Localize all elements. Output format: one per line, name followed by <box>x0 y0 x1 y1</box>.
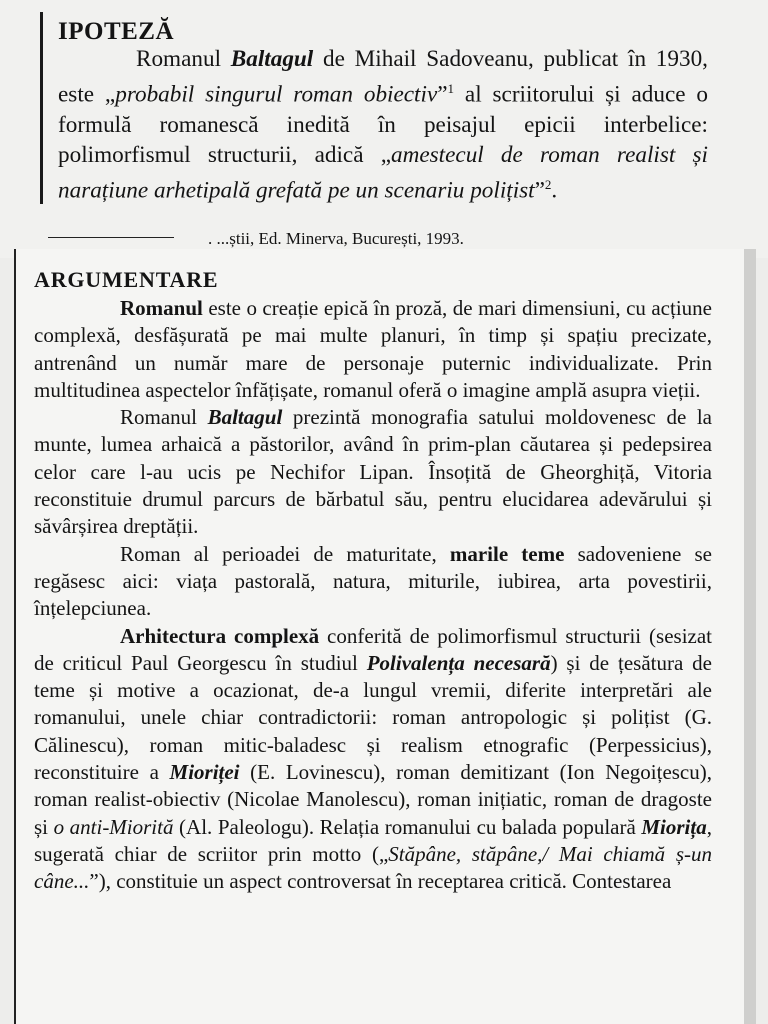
footnote-reference: . ...știi, Ed. Minerva, București, 1993. <box>208 229 464 248</box>
text-run: . <box>551 177 558 204</box>
text-run: Baltagul <box>230 46 314 72</box>
text-run: sadoveniene se regăsesc aici: viața pastorală, natura, miturile, iubirea, arta povestirii, înțelepciunea. <box>34 541 712 621</box>
text-run: ” <box>437 81 448 108</box>
text-run: al scriitorului și aduce o formulă romanescă inedită în peisajul epicii interbelice: polimorfismul structurii, adică „ <box>58 81 709 168</box>
text-run: Romanul <box>136 46 231 72</box>
text-run: probabil singurul roman obiectiv <box>115 81 438 108</box>
text-run: conferită de polimorfismul structurii (sesizat de criticul Paul Georgescu în studiul <box>34 623 713 675</box>
upper-page <box>0 0 768 258</box>
paragraph <box>34 541 712 623</box>
text-run: Roman al perioadei de maturitate, <box>120 541 450 566</box>
text-run: Mioriței <box>169 760 240 785</box>
section-heading-argumentare: ARGUMENTARE <box>34 267 219 292</box>
text-run: prezintă monografia satului moldovenesc de la munte, lumea arhaică a păstorilor, având în prim-plan căutarea și pedepsirea celor care l-au ucis pe Nechifor Lipan. Însoțită de Gheorghiță, Vitoria reconstituie drumul parcurs de bărbatul său, pentru elucidarea adevărului și săvârșirea dreptății. <box>34 405 713 539</box>
text-run: Baltagul <box>207 405 283 430</box>
footnote-marker: 2 <box>544 176 552 192</box>
margin-rule <box>40 12 43 204</box>
text-run: Arhitectura complexă <box>120 623 320 648</box>
paragraph <box>34 295 712 404</box>
page-edge <box>744 249 756 1024</box>
text-run: de Mihail Sadoveanu, publicat în 1930, este „ <box>58 46 708 108</box>
text-run: Romanul <box>120 296 203 320</box>
text-run: ”), constituie un aspect controversat în receptarea critică. Contestarea <box>89 869 672 894</box>
text-run: Miorița <box>641 814 707 839</box>
text-run: marile teme <box>449 541 565 566</box>
paragraph <box>34 404 712 540</box>
text-run: o anti-Miorită <box>53 814 174 839</box>
paragraph <box>34 623 712 896</box>
text-run: (E. Lovinescu), roman demitizant (Ion Negoițescu), roman realist-obiectiv (Nicolae Manolescu), roman inițiatic, roman de dragoste și <box>34 760 712 839</box>
text-run: amestecul de roman realist și narațiune arhetipală grefată pe un scenariu polițist <box>58 141 708 204</box>
argument-body <box>34 295 712 896</box>
text-run: ” <box>534 177 545 204</box>
text-run: Polivalența necesară <box>366 650 551 675</box>
hypothesis-paragraph <box>58 44 708 205</box>
text-run: ) și de țesătura de teme și motive a ocazionat, de-a lungul vremii, diferite interpretări ale romanului, unele chiar contradictorii: roman antropologic și polițist (G. Călinescu), roman mitic-baladesc și realism etnografic (Perpessicius), reconstituire a <box>34 650 712 785</box>
text-run: este o creație epică în proză, de mari dimensiuni, cu acțiune complexă, desfășurată pe mai multe planuri, în timp și spațiu precizate, antrenând un număr mare de personaje puternic individualizate. Prin multitudinea aspectelor înfățișate, romanul oferă o imagine amplă asupra vieții. <box>34 296 712 402</box>
text-run: , sugerată chiar de scriitor prin motto („ <box>34 814 712 866</box>
footnote-rule <box>48 237 174 238</box>
footnote-marker: 1 <box>447 81 455 96</box>
text-run: Stăpâne, stăpâne,/ Mai chiamă ș-un câne... <box>34 841 712 894</box>
main-page <box>14 249 756 1024</box>
section-heading-ipoteza: IPOTEZĂ <box>58 18 175 45</box>
text-run: (Al. Paleologu). Relația romanului cu balada populară <box>173 814 642 839</box>
text-run: Romanul <box>120 405 208 430</box>
